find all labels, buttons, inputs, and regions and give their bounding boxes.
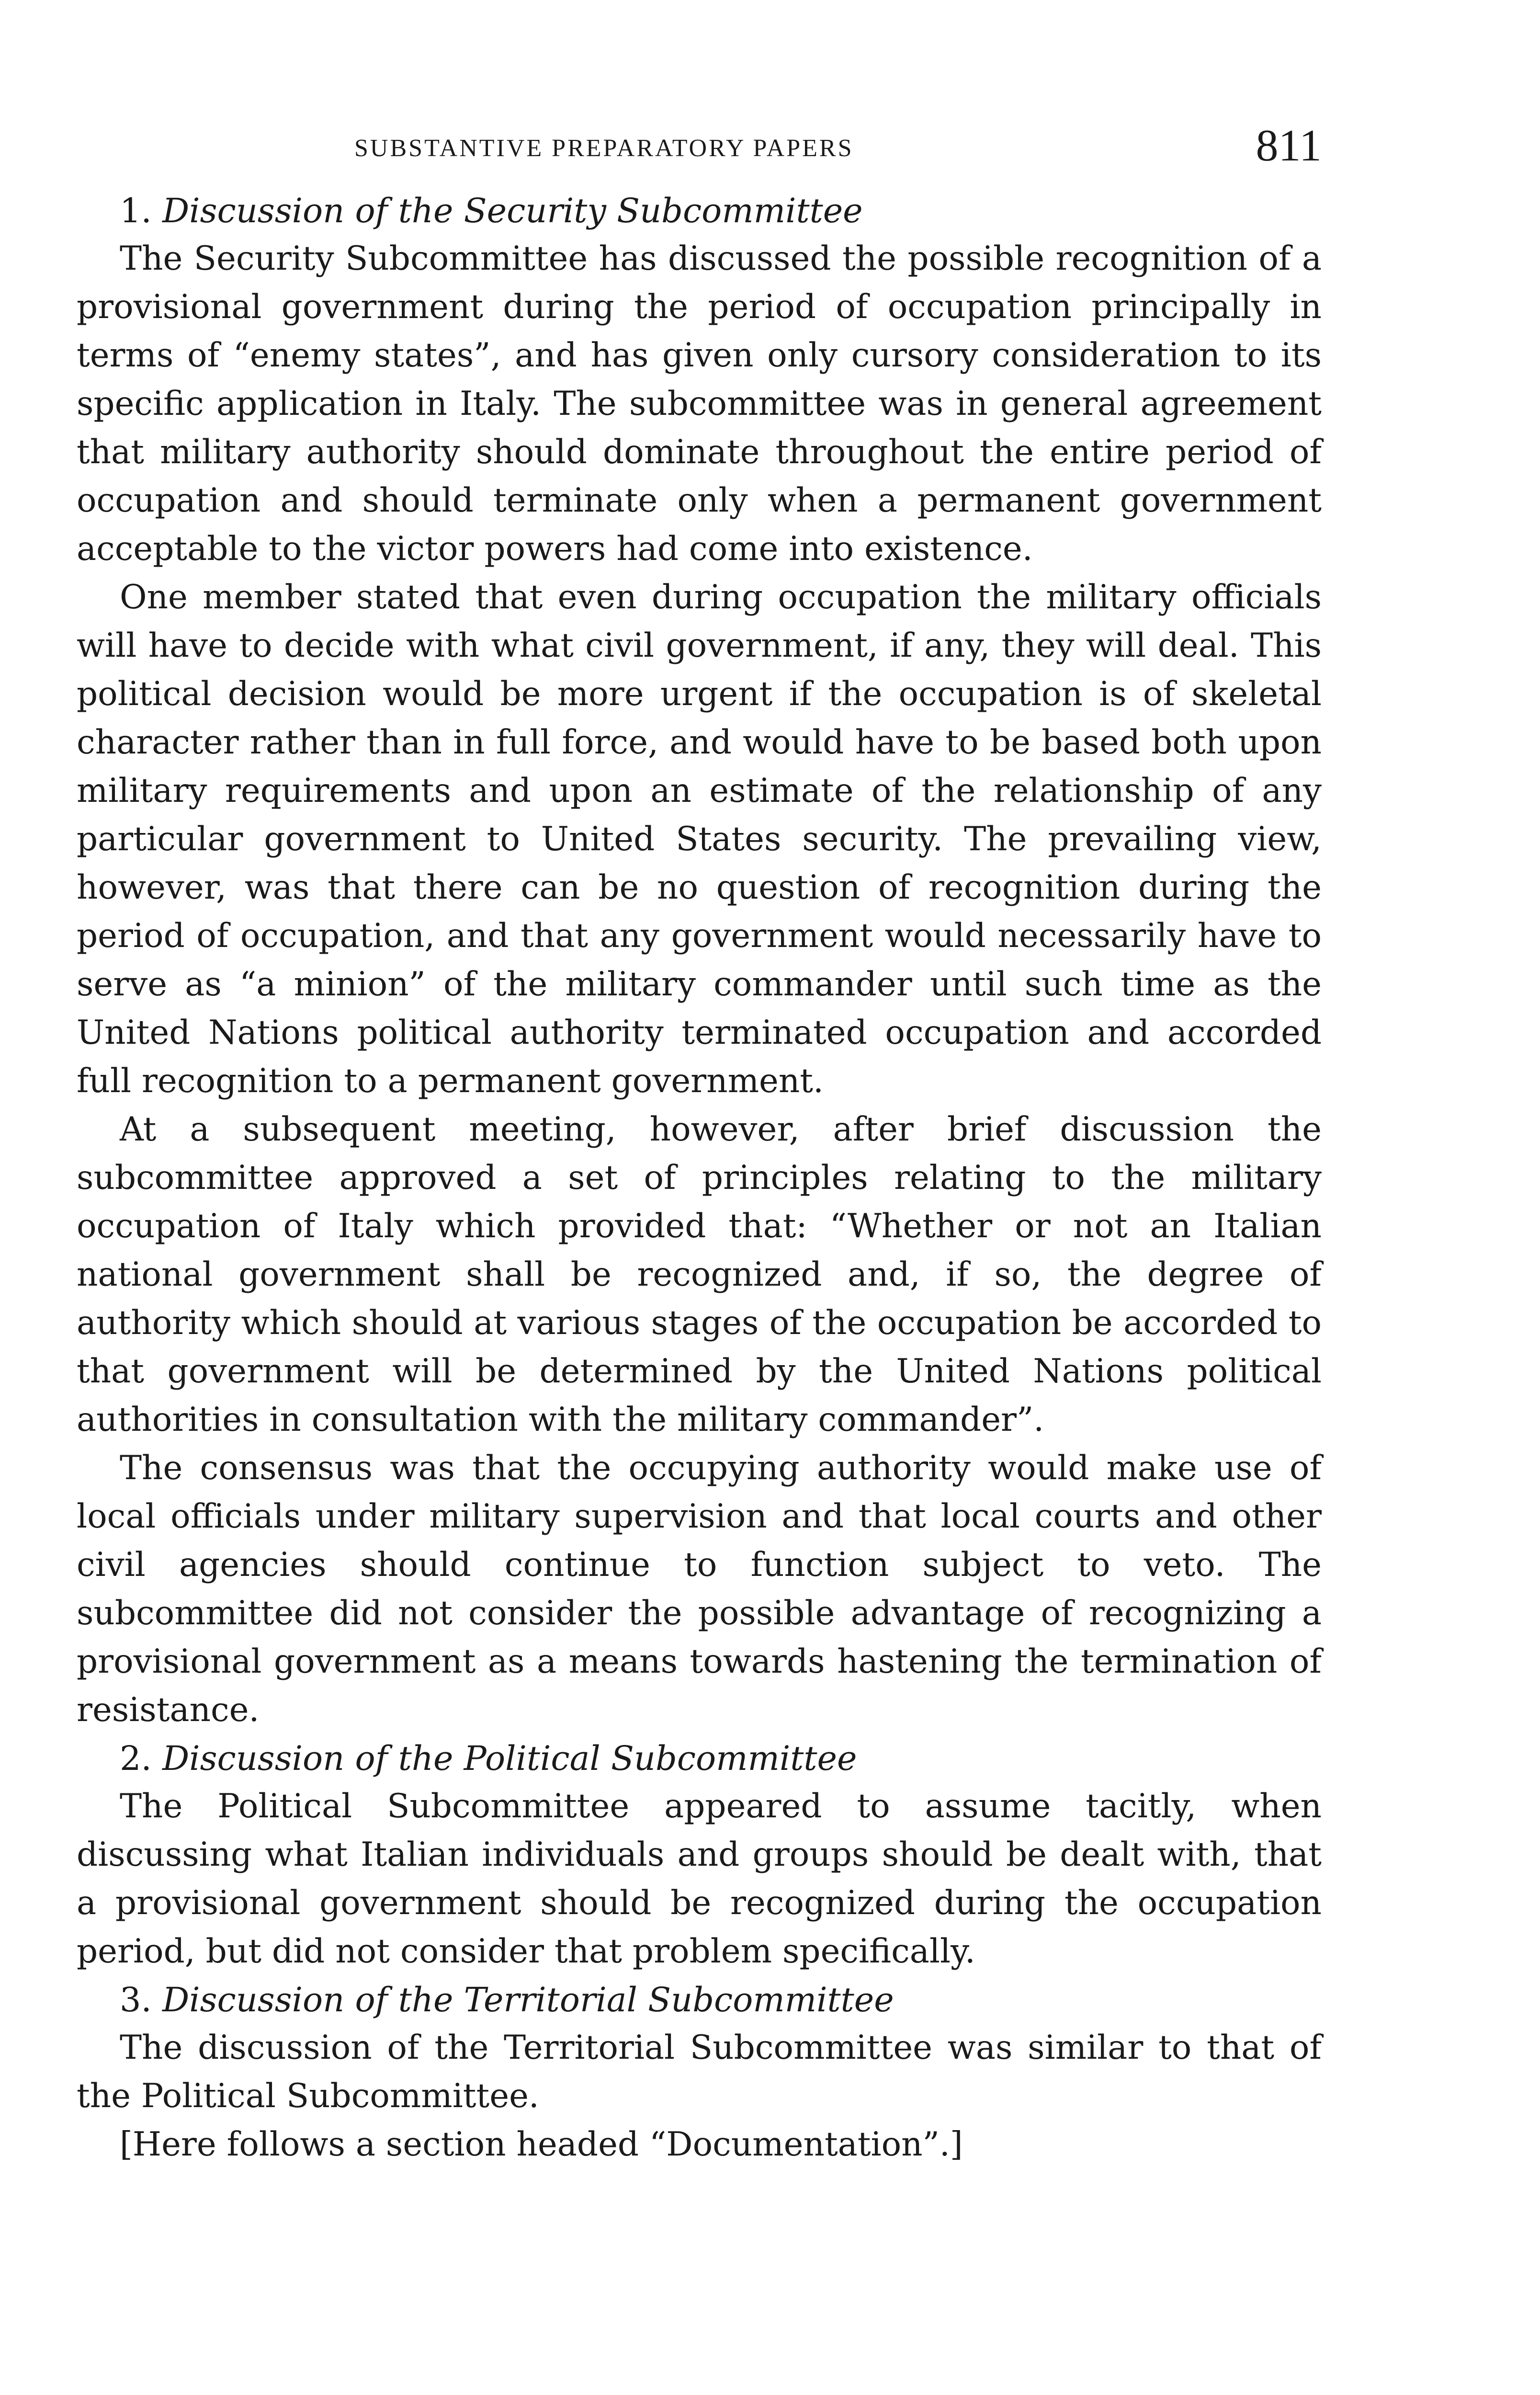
running-head: [77, 120, 1322, 187]
section-security: [77, 187, 1322, 1734]
paragraph: The Security Subcommittee has discussed the possible recognition of a provisional government during the period of occupation principally in terms of “enemy states”, and has given only cursory consideration to its specific application in Italy. The subcommittee was in general agreement that military authority should dominate throughout the entire period of occupation and should terminate only when a permanent government acceptable to the victor powers had come into existence.: [77, 240, 1322, 568]
section-political: [77, 1734, 1322, 1976]
section-heading: [77, 1976, 1322, 2024]
section-number: 3.: [120, 1980, 152, 2019]
paragraph: The discussion of the Territorial Subcommittee was similar to that of the Political Subcommittee.: [77, 2029, 1322, 2115]
paragraph: The consensus was that the occupying authority would make use of local officials under military supervision and that local courts and other civil agencies should continue to function subject to veto. The subcommittee did not consider the possible advantage of recognizing a provisional government as a means towards hastening the termination of resistance.: [77, 1449, 1322, 1729]
paragraph: At a subsequent meeting, however, after brief discussion the subcommittee approved a set of principles relating to the military occupation of Italy which provided that: “Whether or not an Italian national government shall be recognized and, if so, the degree of authority which should at various stages of the occupation be accorded to that government will be determined by the United Nations political authorities in consultation with the military commander”.: [77, 1110, 1322, 1439]
paragraph: The Political Subcommittee appeared to assume tacitly, when discussing what Italian individuals and groups should be dealt with, that a provisional government should be recognized during the occupation period, but did not consider that problem specifically.: [77, 1787, 1322, 1971]
document-page: [77, 120, 1322, 2169]
section-number: 2.: [120, 1739, 152, 1778]
section-title: Discussion of the Security Subcommittee: [162, 191, 863, 230]
section-heading: [77, 187, 1322, 235]
section-number: 1.: [120, 191, 152, 230]
section-heading: [77, 1734, 1322, 1782]
section-title: Discussion of the Political Subcommittee: [162, 1739, 857, 1778]
page-number: 811: [1256, 121, 1322, 171]
section-territorial: [77, 1976, 1322, 2121]
editorial-note: [Here follows a section headed “Documentation”.]: [120, 2125, 963, 2164]
paragraph: One member stated that even during occupation the military officials will have to decide with what civil government, if any, they will deal. This political decision would be more urgent if the occupation is of skeletal character rather than in full force, and would have to be based both upon military requirements and upon an estimate of the relationship of any particular government to United States security. The prevailing view, however, was that there can be no question of recognition during the period of occupation, and that any government would necessarily have to serve as “a minion” of the military commander until such time as the United Nations political authority terminated occupation and accorded full recognition to a permanent government.: [77, 578, 1322, 1100]
section-title: Discussion of the Territorial Subcommittee: [162, 1980, 894, 2019]
running-title: SUBSTANTIVE PREPARATORY PAPERS: [354, 135, 854, 162]
